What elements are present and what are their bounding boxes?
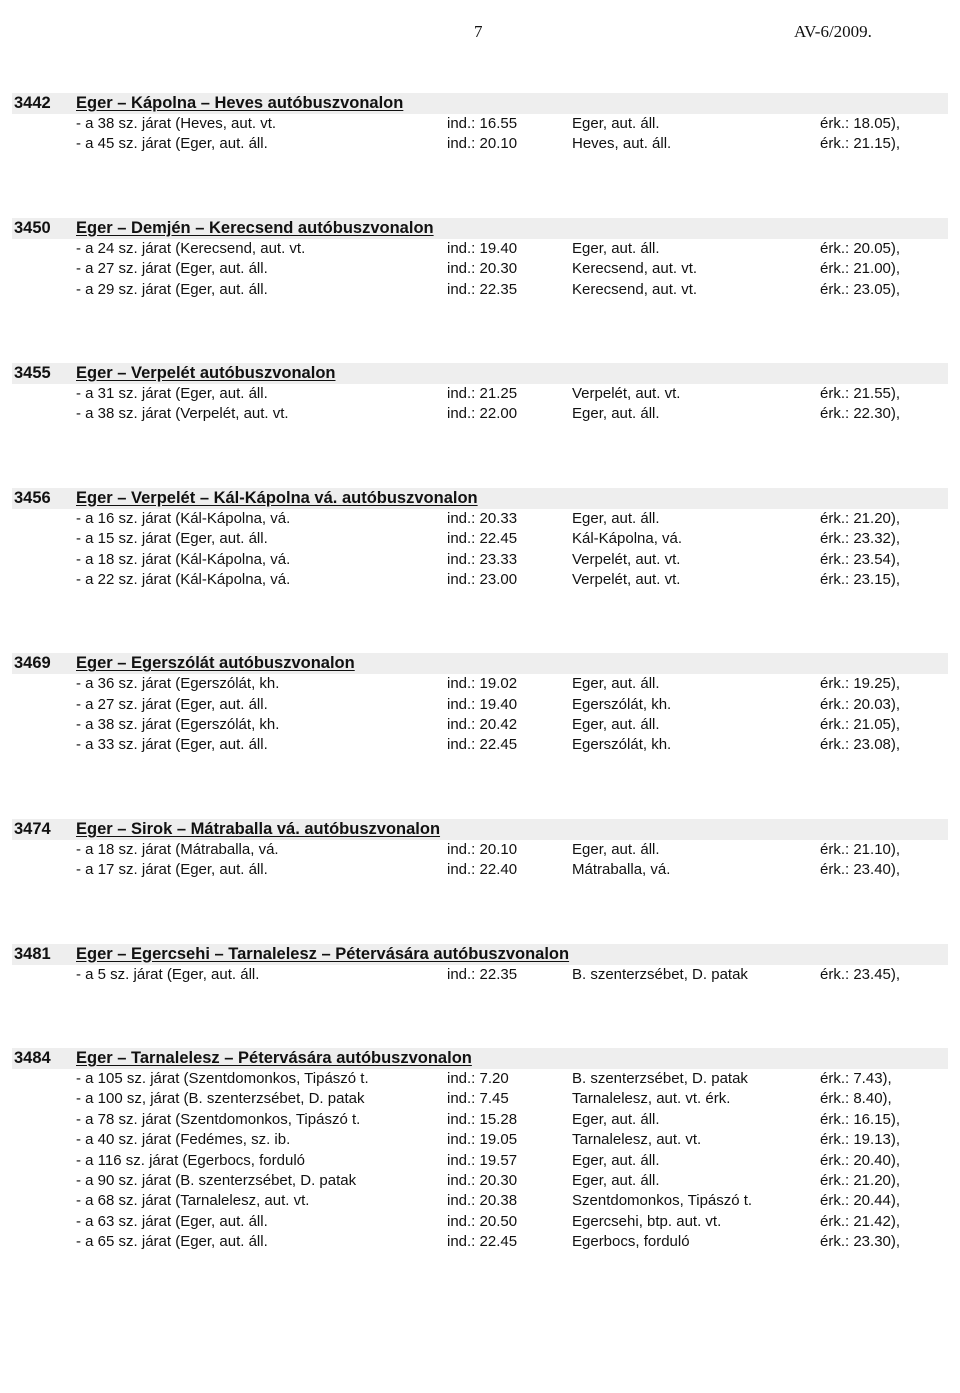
- departure-time: ind.: 20.33: [447, 509, 518, 527]
- route-number: 3474: [14, 819, 51, 838]
- destination: Eger, aut. áll.: [572, 1151, 660, 1169]
- arrival-time: érk.: 20.40),: [820, 1151, 901, 1169]
- departure-time: ind.: 22.45: [447, 736, 518, 754]
- arrival-time: érk.: 23.54),: [820, 550, 901, 568]
- route-number: 3484: [14, 1049, 51, 1068]
- trip-row: [12, 570, 948, 590]
- destination: Egerszólát, kh.: [572, 695, 672, 713]
- trip-description: - a 18 sz. járat (Kál-Kápolna, vá.: [76, 550, 291, 568]
- arrival-time: érk.: 23.15),: [820, 570, 901, 588]
- destination: Egerszólát, kh.: [572, 736, 672, 754]
- trip-row: [12, 259, 948, 279]
- trip-row: [12, 735, 948, 755]
- destination: Verpelét, aut. vt.: [572, 550, 681, 568]
- departure-time: ind.: 23.33: [447, 550, 518, 568]
- departure-time: ind.: 22.35: [447, 965, 518, 983]
- destination: Eger, aut. áll.: [572, 509, 660, 527]
- trip-description: - a 63 sz. járat (Eger, aut. áll.: [76, 1212, 268, 1230]
- document-code: AV-6/2009.: [794, 22, 872, 41]
- route-header: [12, 488, 948, 509]
- departure-time: ind.: 19.57: [447, 1151, 518, 1169]
- page-number: 7: [474, 22, 483, 41]
- trip-row: [12, 529, 948, 549]
- destination: Eger, aut. áll.: [572, 716, 660, 734]
- destination: Eger, aut. áll.: [572, 1110, 660, 1128]
- trip-row: [12, 134, 948, 154]
- trip-row: [12, 404, 948, 424]
- departure-time: ind.: 19.40: [447, 695, 518, 713]
- trip-description: - a 17 sz. járat (Eger, aut. áll.: [76, 861, 268, 879]
- route-header: [12, 653, 948, 674]
- arrival-time: érk.: 21.15),: [820, 135, 901, 153]
- route-block: [12, 653, 948, 756]
- departure-time: ind.: 20.10: [447, 840, 518, 858]
- trip-description: - a 116 sz. járat (Egerbocs, forduló: [76, 1151, 305, 1169]
- trip-row: [12, 695, 948, 715]
- destination: Eger, aut. áll.: [572, 675, 660, 693]
- route-title: Eger – Verpelét autóbuszvonalon: [76, 363, 336, 382]
- destination: Verpelét, aut. vt.: [572, 570, 681, 588]
- trip-description: - a 90 sz. járat (B. szenterzsébet, D. patak: [76, 1171, 357, 1189]
- departure-time: ind.: 20.30: [447, 1171, 518, 1189]
- departure-time: ind.: 7.20: [447, 1070, 509, 1088]
- destination: Eger, aut. áll.: [572, 840, 660, 858]
- arrival-time: érk.: 20.03),: [820, 695, 901, 713]
- trip-description: - a 18 sz. járat (Mátraballa, vá.: [76, 840, 279, 858]
- destination: Szentdomonkos, Tipászó t.: [572, 1192, 753, 1210]
- route-number: 3481: [14, 944, 51, 963]
- arrival-time: érk.: 21.42),: [820, 1212, 901, 1230]
- trip-description: - a 36 sz. járat (Egerszólát, kh.: [76, 675, 280, 693]
- trip-row: [12, 715, 948, 735]
- trip-row: [12, 674, 948, 694]
- arrival-time: érk.: 18.05),: [820, 115, 901, 132]
- departure-time: ind.: 22.45: [447, 1233, 518, 1251]
- route-number: 3455: [14, 363, 51, 382]
- trip-row: [12, 239, 948, 259]
- arrival-time: érk.: 7.43),: [820, 1070, 892, 1088]
- trip-description: - a 33 sz. járat (Eger, aut. áll.: [76, 736, 268, 754]
- trip-description: - a 15 sz. járat (Eger, aut. áll.: [76, 530, 268, 548]
- departure-time: ind.: 16.55: [447, 115, 518, 132]
- route-block: [12, 93, 948, 155]
- arrival-time: érk.: 23.40),: [820, 861, 901, 879]
- departure-time: ind.: 19.40: [447, 239, 518, 257]
- route-title: Eger – Kápolna – Heves autóbuszvonalon: [76, 94, 404, 112]
- arrival-time: érk.: 21.10),: [820, 840, 901, 858]
- departure-time: ind.: 22.40: [447, 861, 518, 879]
- trip-row: [12, 965, 948, 985]
- arrival-time: érk.: 23.32),: [820, 530, 901, 548]
- departure-time: ind.: 19.02: [447, 675, 518, 693]
- trip-description: - a 31 sz. járat (Eger, aut. áll.: [76, 384, 268, 402]
- route-block: [12, 488, 948, 591]
- trip-row: [12, 384, 948, 404]
- route-title: Eger – Demjén – Kerecsend autóbuszvonalon: [76, 218, 434, 237]
- trip-row: [12, 1110, 948, 1130]
- arrival-time: érk.: 23.08),: [820, 736, 901, 754]
- route-list: [12, 93, 948, 1253]
- trip-description: - a 45 sz. járat (Eger, aut. áll.: [76, 135, 268, 153]
- route-title: Eger – Verpelét – Kál-Kápolna vá. autóbuszvonalon: [76, 488, 478, 507]
- route-title: Eger – Sirok – Mátraballa vá. autóbuszvonalon: [76, 819, 441, 838]
- departure-time: ind.: 20.38: [447, 1192, 518, 1210]
- route-block: [12, 1048, 948, 1253]
- departure-time: ind.: 22.45: [447, 530, 518, 548]
- departure-time: ind.: 22.00: [447, 405, 518, 423]
- trip-description: - a 78 sz. járat (Szentdomonkos, Tipászó t.: [76, 1110, 361, 1128]
- route-number: 3469: [14, 654, 51, 673]
- trip-description: - a 24 sz. járat (Kerecsend, aut. vt.: [76, 239, 306, 257]
- departure-time: ind.: 20.30: [447, 260, 518, 278]
- departure-time: ind.: 23.00: [447, 570, 518, 588]
- trip-description: - a 100 sz, járat (B. szenterzsébet, D. patak: [76, 1090, 365, 1108]
- trip-description: - a 16 sz. járat (Kál-Kápolna, vá.: [76, 509, 291, 527]
- page-header: [0, 22, 960, 44]
- trip-description: - a 65 sz. járat (Eger, aut. áll.: [76, 1233, 268, 1251]
- departure-time: ind.: 22.35: [447, 280, 518, 298]
- trip-description: - a 22 sz. járat (Kál-Kápolna, vá.: [76, 570, 291, 588]
- destination: Heves, aut. áll.: [572, 135, 672, 153]
- route-block: [12, 819, 948, 881]
- arrival-time: érk.: 23.30),: [820, 1233, 901, 1251]
- destination: Eger, aut. áll.: [572, 115, 660, 132]
- arrival-time: érk.: 20.05),: [820, 239, 901, 257]
- destination: Verpelét, aut. vt.: [572, 384, 681, 402]
- destination: Kerecsend, aut. vt.: [572, 260, 698, 278]
- route-header: [12, 363, 948, 384]
- destination: B. szenterzsébet, D. patak: [572, 1070, 748, 1088]
- arrival-time: érk.: 21.00),: [820, 260, 901, 278]
- destination: Eger, aut. áll.: [572, 1171, 660, 1189]
- arrival-time: érk.: 23.05),: [820, 280, 901, 298]
- destination: Tarnalelesz, aut. vt.: [572, 1131, 702, 1149]
- trip-row: [12, 860, 948, 880]
- arrival-time: érk.: 21.20),: [820, 509, 901, 527]
- destination: Kál-Kápolna, vá.: [572, 530, 683, 548]
- trip-description: - a 27 sz. járat (Eger, aut. áll.: [76, 260, 268, 278]
- trip-description: - a 27 sz. járat (Eger, aut. áll.: [76, 695, 268, 713]
- route-block: [12, 218, 948, 300]
- trip-row: [12, 550, 948, 570]
- destination: Tarnalelesz, aut. vt. érk.: [572, 1090, 731, 1108]
- trip-row: [12, 1232, 948, 1252]
- route-title: Eger – Egercsehi – Tarnalelesz – Pétervására autóbuszvonalon: [76, 944, 570, 963]
- arrival-time: érk.: 23.45),: [820, 965, 901, 983]
- trip-description: - a 68 sz. járat (Tarnalelesz, aut. vt.: [76, 1192, 310, 1210]
- trip-description: - a 38 sz. járat (Verpelét, aut. vt.: [76, 405, 289, 423]
- destination: Egercsehi, btp. aut. vt.: [572, 1212, 722, 1230]
- trip-description: - a 38 sz. járat (Heves, aut. vt.: [76, 115, 277, 132]
- route-block: [12, 363, 948, 425]
- destination: Eger, aut. áll.: [572, 405, 660, 423]
- trip-row: [12, 509, 948, 529]
- trip-row: [12, 114, 948, 134]
- destination: Kerecsend, aut. vt.: [572, 280, 698, 298]
- arrival-time: érk.: 21.55),: [820, 384, 901, 402]
- departure-time: ind.: 21.25: [447, 384, 518, 402]
- arrival-time: érk.: 20.44),: [820, 1192, 901, 1210]
- destination: B. szenterzsébet, D. patak: [572, 965, 748, 983]
- destination: Eger, aut. áll.: [572, 239, 660, 257]
- trip-description: - a 38 sz. járat (Egerszólát, kh.: [76, 716, 280, 734]
- trip-row: [12, 1130, 948, 1150]
- route-title: Eger – Tarnalelesz – Pétervására autóbuszvonalon: [76, 1049, 472, 1068]
- route-header: [12, 819, 948, 840]
- arrival-time: érk.: 21.20),: [820, 1171, 901, 1189]
- route-header: [12, 944, 948, 965]
- departure-time: ind.: 20.42: [447, 716, 518, 734]
- arrival-time: érk.: 21.05),: [820, 716, 901, 734]
- trip-description: - a 40 sz. járat (Fedémes, sz. ib.: [76, 1131, 291, 1149]
- route-header: [12, 218, 948, 239]
- departure-time: ind.: 19.05: [447, 1131, 518, 1149]
- route-number: 3442: [14, 94, 51, 112]
- route-title: Eger – Egerszólát autóbuszvonalon: [76, 654, 355, 673]
- trip-row: [12, 1151, 948, 1171]
- departure-time: ind.: 20.50: [447, 1212, 518, 1230]
- route-header: [12, 93, 948, 114]
- departure-time: ind.: 7.45: [447, 1090, 509, 1108]
- trip-row: [12, 280, 948, 300]
- arrival-time: érk.: 22.30),: [820, 405, 901, 423]
- trip-description: - a 29 sz. járat (Eger, aut. áll.: [76, 280, 268, 298]
- arrival-time: érk.: 8.40),: [820, 1090, 892, 1108]
- departure-time: ind.: 20.10: [447, 135, 518, 153]
- trip-row: [12, 1089, 948, 1109]
- arrival-time: érk.: 16.15),: [820, 1110, 901, 1128]
- route-number: 3450: [14, 218, 51, 237]
- route-number: 3456: [14, 488, 51, 507]
- trip-description: - a 5 sz. járat (Eger, aut. áll.: [76, 965, 260, 983]
- departure-time: ind.: 15.28: [447, 1110, 518, 1128]
- destination: Egerbocs, forduló: [572, 1233, 690, 1251]
- route-header: [12, 1048, 948, 1069]
- destination: Mátraballa, vá.: [572, 861, 671, 879]
- trip-row: [12, 1069, 948, 1089]
- trip-description: - a 105 sz. járat (Szentdomonkos, Tipászó t.: [76, 1070, 369, 1088]
- arrival-time: érk.: 19.25),: [820, 675, 901, 693]
- trip-row: [12, 840, 948, 860]
- arrival-time: érk.: 19.13),: [820, 1131, 901, 1149]
- trip-row: [12, 1191, 948, 1211]
- route-block: [12, 944, 948, 985]
- trip-row: [12, 1212, 948, 1232]
- trip-row: [12, 1171, 948, 1191]
